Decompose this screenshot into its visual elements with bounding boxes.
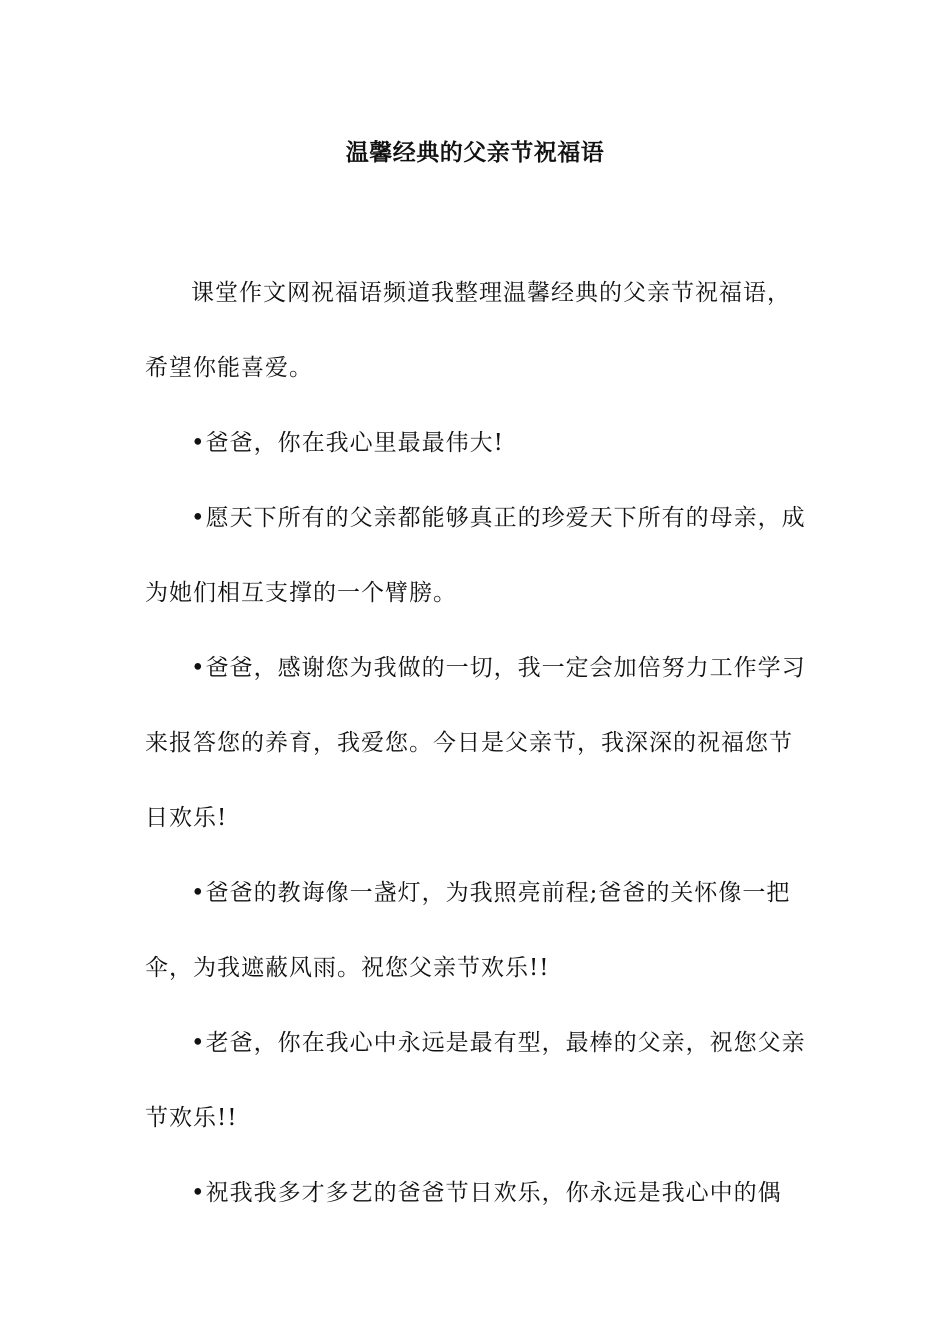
paragraph-intro: 课堂作文网祝福语频道我整理温馨经典的父亲节祝福语，希望你能喜爱。 (145, 280, 791, 381)
paragraph-item: •爸爸，感谢您为我做的一切，我一定会加倍努力工作学习来报答您的养育，我爱您。今日是父亲节，我深深的祝福您节日欢乐! (145, 655, 806, 831)
paragraph-item: •爸爸的教诲像一盏灯，为我照亮前程;爸爸的关怀像一把伞，为我遮蔽风雨。祝您父亲节欢乐!! (145, 880, 791, 981)
paragraph-item: •老爸，你在我心中永远是最有型，最棒的父亲，祝您父亲节欢乐!! (145, 1030, 806, 1131)
paragraph-item: •祝我我多才多艺的爸爸节日欢乐，你永远是我心中的偶 (191, 1180, 782, 1206)
paragraph-item: •爸爸，你在我心里最最伟大! (191, 430, 504, 456)
document-body (145, 256, 807, 1231)
document-title: 温馨经典的父亲节祝福语 (345, 139, 605, 166)
paragraph-item: •愿天下所有的父亲都能够真正的珍爱天下所有的母亲，成为她们相互支撑的一个臂膀。 (145, 505, 806, 606)
